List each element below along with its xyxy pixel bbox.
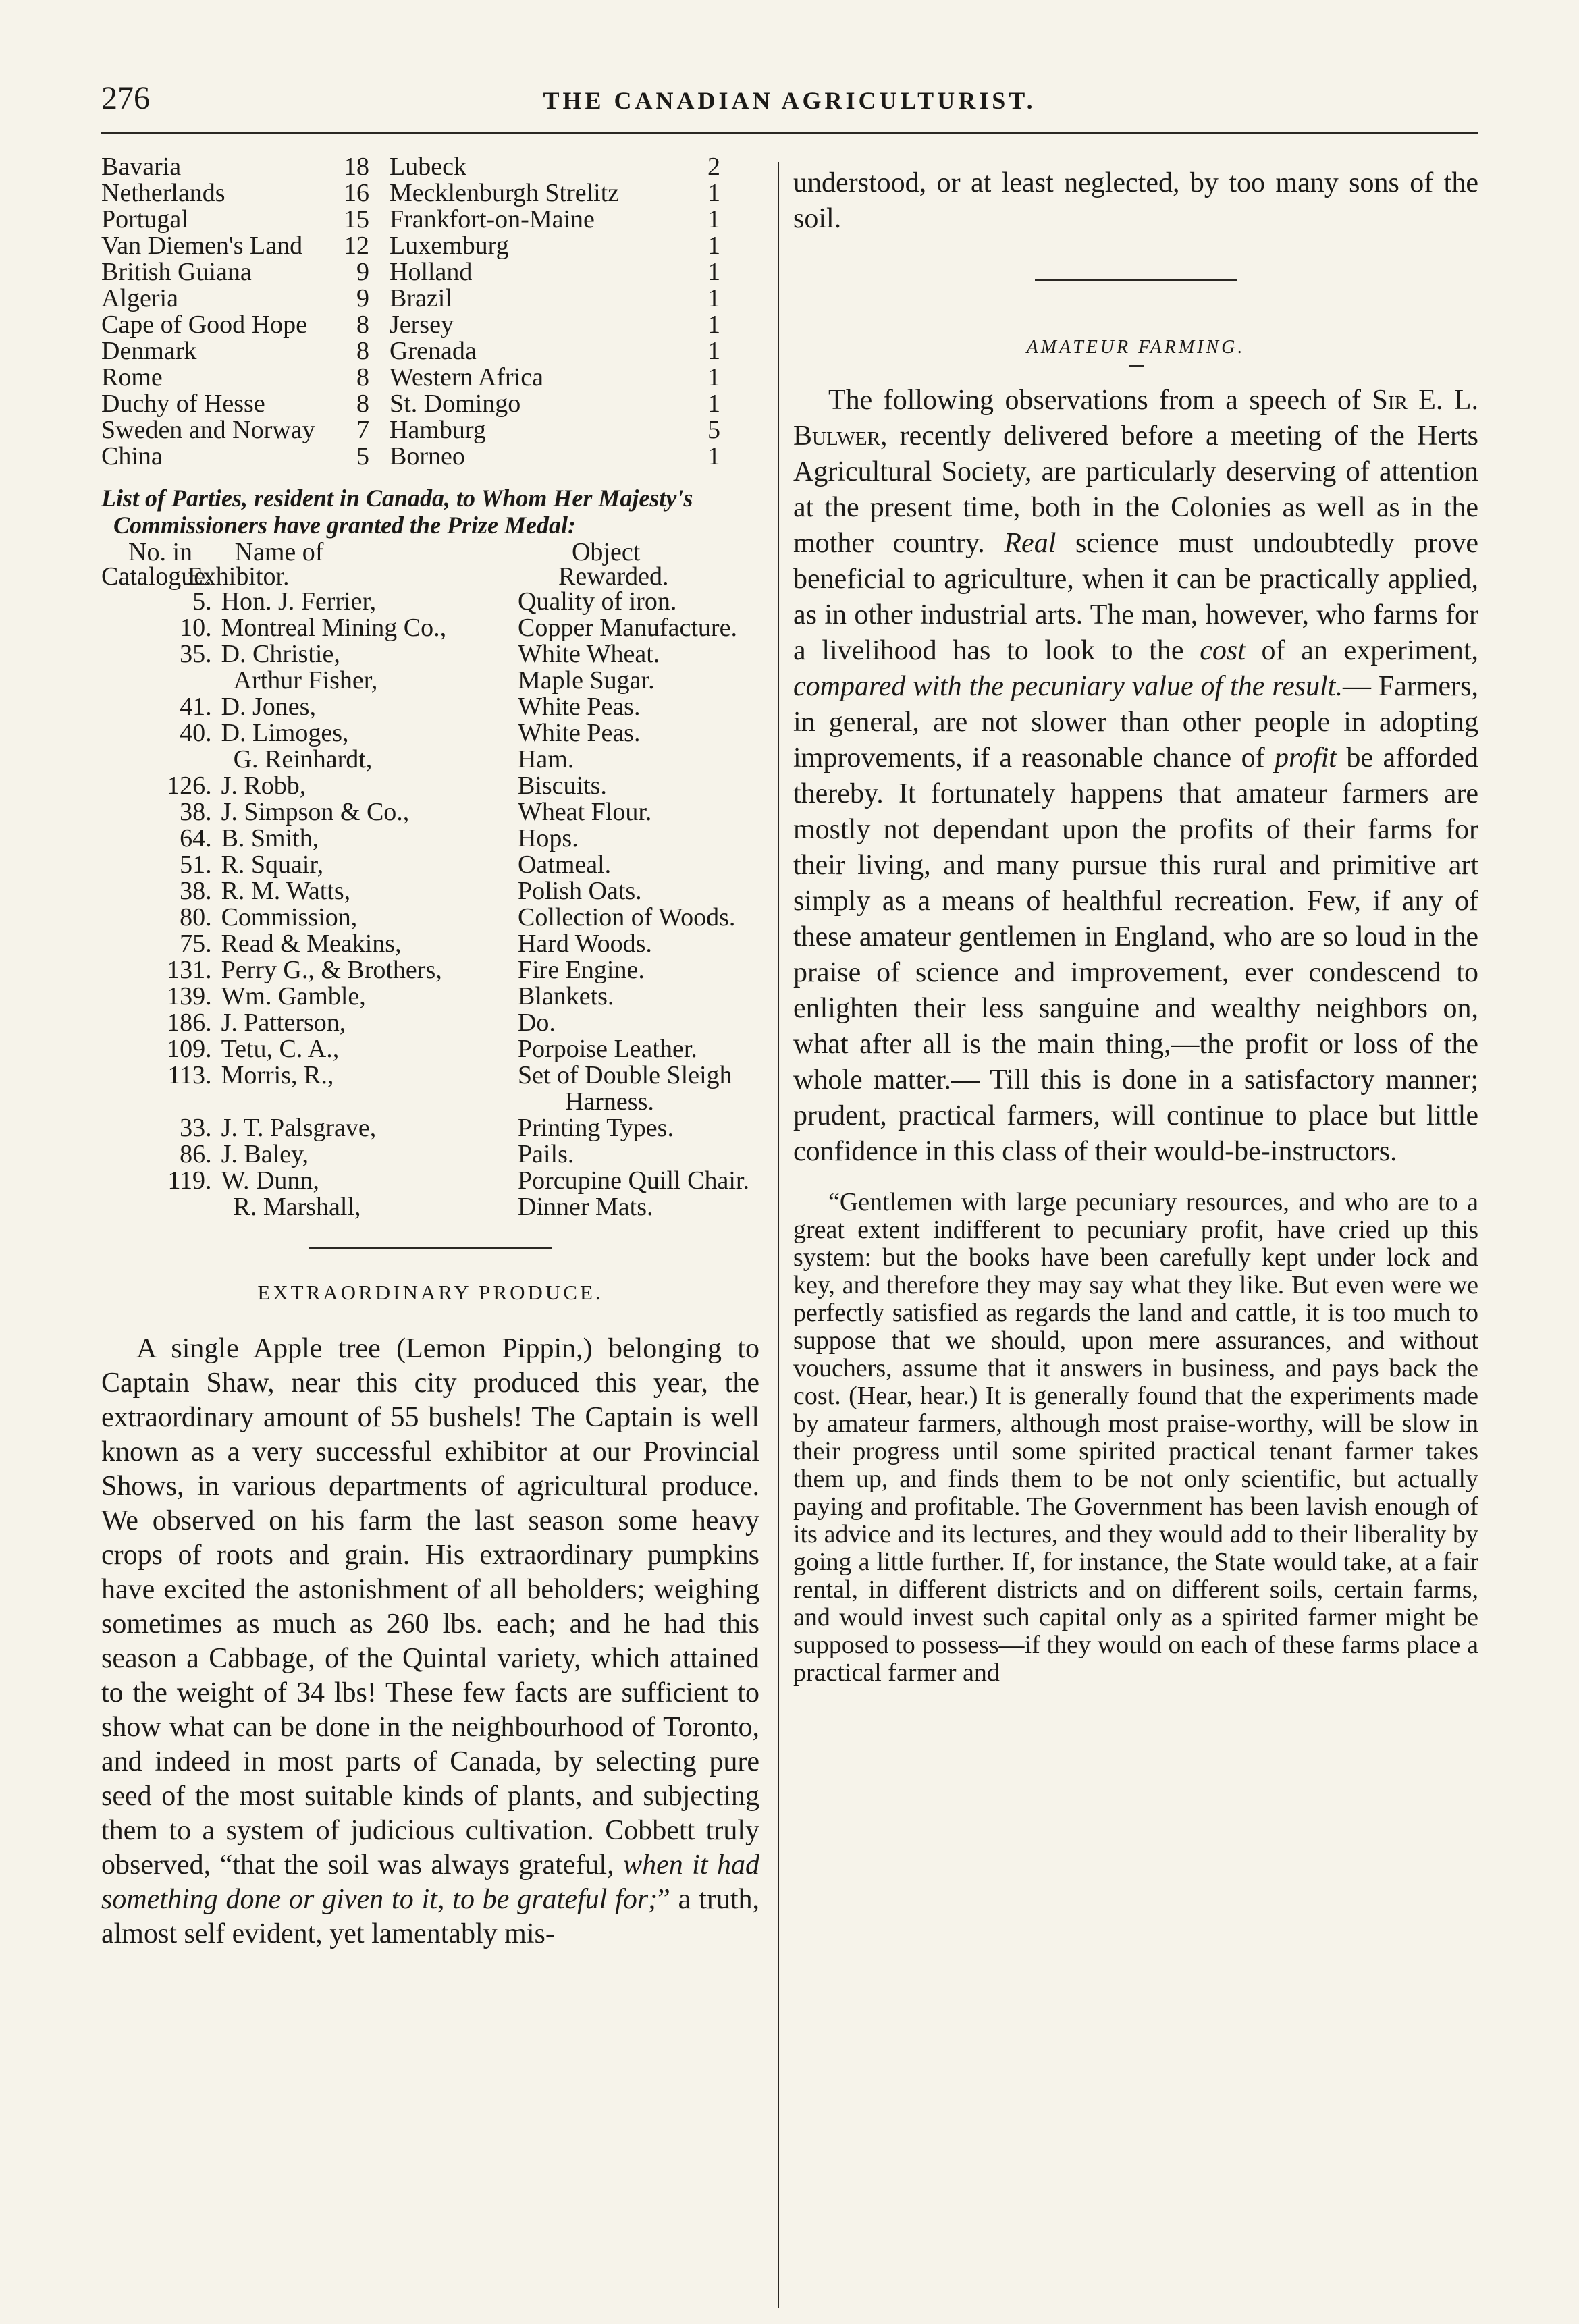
catalogue-number: 10. [180,614,212,642]
country-name: Sweden and Norway [101,416,315,444]
medal-row [101,1115,749,1141]
medal-count: 9 [356,284,369,313]
object-rewarded: Blankets. [517,982,614,1010]
medal-count: 7 [356,416,369,444]
medal-count: 5 [356,442,369,470]
object-rewarded: Maple Sugar. [517,666,655,695]
amateur-farming-paragraph [793,383,1478,1170]
medal-count: 1 [707,258,720,286]
medal-count: 16 [344,179,369,207]
exhibitor-name: Hon. J. Ferrier, [221,587,377,616]
exhibitor-name: Perry G., & Brothers, [221,956,442,984]
catalogue-number: 41. [180,693,212,721]
exhibitor-name: Tetu, C. A., [221,1035,340,1063]
medal-count: 5 [707,416,720,444]
object-rewarded: Ham. [517,745,574,774]
cobbett-quote: when it had something done or given to it, to be grateful for; [101,1849,759,1915]
country-name: Jersey [390,310,454,339]
country-name: Mecklenburgh Strelitz [390,179,620,207]
medal-count: 1 [707,442,720,470]
extraordinary-produce-title: EXTRAORDINARY PRODUCE. [257,1280,604,1304]
medal-row [101,1010,749,1036]
medal-row [101,773,749,799]
medal-row [101,983,749,1010]
medal-row [101,641,749,668]
object-rewarded: Collection of Woods. [517,903,736,931]
catalogue-number [101,1089,221,1115]
exhibitor-name: Read & Meakins, [221,929,402,958]
medal-row [101,747,749,773]
exhibitor-name: J. Simpson & Co., [221,798,410,826]
country-name: Netherlands [101,179,225,207]
exhibitor-name: D. Limoges, [221,719,349,747]
catalogue-number: 86. [180,1140,212,1168]
medal-row [101,720,749,747]
produce-text-a: A single Apple tree (Lemon Pippin,) belonging to Captain Shaw, near this city produced this year, the extraordinary amount of 55 bushels! The Captain is well known as a very successful exhibitor at our Provincial Shows, in various departments of agricultural produce. We observed on his farm the last season some heavy crops of roots and grain. His extraordinary pumpkins have excited the astonishment of all beholders; weighing sometimes as much as 260 lbs. each; and he had this season a Cabbage, of the Quintal variety, which attained to the weight of 34 lbs! These few facts are sufficient to show what can be done in the neighbourhood of Toronto, and indeed in most parts of Canada, by selecting pure seed of the most suitable kinds of plants, and subjecting them to a system of judicious cultivation. Cobbett truly observed, “that the soil was always grateful, [101,1333,759,1881]
bulwer-quote-paragraph: “Gentlemen with large pecuniary resources, and who are to a great extent indifferent to pecuniary profit, have cried up this system: but the books have been carefully kept under lock and key, and therefore they may say what they like. But even were we perfectly satisfied as regards the land and cattle, it is too much to suppose that we should, upon mere assurances, and without vouchers, assume that it answers in business, and pays back the cost. (Hear, hear.) It is generally found that the experiments made by amateur farmers, although most praise-worthy, will be slow in their progress until some spirited practical tenant farmer takes them up, and finds them to be not only scientific, but actually paying and profitable. The Government has been lavish enough of its advice and its lectures, and they would add to their liberality by going a little further. If, for instance, the State would take, at a fair rental, in different districts and on different soils, certain farms, and would invest such capital only as a spirited farmer might be supposed to possess—if they would on each of these farms place a practical farmer and [793,1188,1478,1687]
medal-count: 9 [356,258,369,286]
medal-count: 2 [707,153,720,181]
amateur-text-e: — Farmers, in general, are not slower than other people in adopting improvements, if a reasonable chance of [793,671,1478,774]
catalogue-number: 64. [180,824,212,853]
medal-row [101,799,749,826]
country-name: Grenada [390,337,477,365]
country-name: Lubeck [390,153,466,181]
exhibitor-name: J. Patterson, [221,1008,346,1037]
object-rewarded: Quality of iron. [517,587,677,616]
catalogue-number: 40. [180,719,212,747]
medal-row [101,957,749,983]
catalogue-number [101,1194,221,1220]
emphasis-real: Real [1004,528,1056,559]
prize-count-row [101,207,720,233]
medal-table [101,540,749,1220]
medal-count: 1 [707,232,720,260]
prize-count-row [101,312,720,338]
object-rewarded: Porcupine Quill Chair. [517,1166,749,1195]
object-rewarded: Oatmeal. [517,850,612,879]
speaker-name: Sir E. L. Bulwer, [793,385,1478,452]
catalogue-number: 139. [167,982,212,1010]
col-header-no-2: Catalogue. [101,562,212,591]
prize-count-row [101,259,720,286]
country-name: British Guiana [101,258,252,286]
prize-count-row [101,391,720,417]
object-rewarded: Hops. [517,824,579,853]
exhibitor-name: D. Jones, [221,693,316,721]
medal-count: 1 [707,284,720,313]
country-name: Duchy of Hesse [101,389,265,418]
medal-row [101,1089,749,1115]
exhibitor-name: Wm. Gamble, [221,982,366,1010]
catalogue-number: 33. [180,1114,212,1142]
catalogue-number: 51. [180,850,212,879]
col-header-object-2: Rewarded. [558,562,669,591]
exhibitor-name [221,1089,518,1115]
catalogue-number: 119. [167,1166,212,1195]
country-name: Rome [101,363,163,391]
medal-row [101,1036,749,1062]
object-rewarded: Set of Double Sleigh [517,1061,732,1089]
country-name: Luxemburg [390,232,509,260]
object-rewarded: White Wheat. [517,640,660,668]
amateur-farming-body [793,383,1478,1170]
country-name: Bavaria [101,153,182,181]
medal-row [101,904,749,931]
country-name: Cape of Good Hope [101,310,307,339]
catalogue-number: 186. [167,1008,212,1037]
running-title: THE CANADIAN AGRICULTURIST. [543,87,1036,114]
medal-count: 15 [344,205,369,234]
col-header-object [518,540,749,589]
country-name: Western Africa [390,363,543,391]
country-name: Frankfort-on-Maine [390,205,595,234]
catalogue-number [101,747,221,773]
object-rewarded: Do. [517,1008,556,1037]
medal-count: 8 [356,310,369,339]
country-name: Van Diemen's Land [101,232,303,260]
medal-row [101,878,749,904]
medal-row [101,668,749,694]
header-rule [101,132,1478,134]
exhibitor-name: R. Squair, [221,850,324,879]
medal-count: 8 [356,389,369,418]
medal-row [101,1194,749,1220]
catalogue-number: 113. [167,1061,212,1089]
object-rewarded: Hard Woods. [517,929,652,958]
emphasis-cost: cost [1200,635,1246,666]
exhibitor-name: B. Smith, [221,824,319,853]
object-rewarded: Fire Engine. [517,956,645,984]
col-header-no-1: No. in [128,538,192,566]
col-header-object-1: Object [571,538,641,566]
country-name: China [101,442,163,470]
object-rewarded: Polish Oats. [517,877,642,905]
exhibitor-name: J. T. Palsgrave, [221,1114,377,1142]
object-rewarded: White Peas. [517,693,641,721]
object-rewarded: Pails. [517,1140,574,1168]
exhibitor-name: Commission, [221,903,358,931]
amateur-farming-title: AMATEUR FARMING. [1026,337,1246,358]
medal-count: 12 [344,232,369,260]
title-dash [1129,365,1144,367]
object-rewarded: White Peas. [517,719,641,747]
medal-row [101,615,749,641]
medal-count: 18 [344,153,369,181]
section-rule [309,1247,552,1249]
section-rule-right [1035,279,1237,281]
exhibitor-name: W. Dunn, [221,1166,319,1195]
medal-count: 1 [707,205,720,234]
medal-list-heading: List of Parties, resident in Canada, to Whom Her Majesty's Commissioners have granted the Prize Medal: [101,485,693,539]
object-rewarded: Copper Manufacture. [517,614,737,642]
col-header-name [187,538,518,591]
amateur-text-f: be afforded thereby. It fortunately happens that amateur farmers are mostly not dependant upon the profits of their farms for their living, and many pursue this rural and primitive art simply as a means of healthful recreation. Few, if any of these amateur gentlemen in England, who are so loud in the praise of science and improvement, ever condescend to enlighten their less sanguine and wealthy neighbors on, what after all is the main thing,—the profit or loss of the whole matter.— Till this is done in a satisfactory manner; prudent, practical farmers, will continue to place but little confidence in this class of their would-be-instructors. [793,742,1478,1167]
amateur-text-d: of an experiment, [1245,635,1478,666]
amateur-text-c: science must undoubtedly prove beneficial to agriculture, when it can be practically applied, as in other industrial arts. The man, however, who farms for a livelihood has to look to the [793,528,1478,666]
medal-count: 1 [707,310,720,339]
left-column [101,154,759,1951]
prize-count-row [101,154,720,180]
emphasis-compared: compared with the pecuniary value of the result. [793,671,1343,702]
medal-row [101,1168,749,1194]
exhibitor-name: R. M. Watts, [221,877,351,905]
medal-count: 1 [707,363,720,391]
exhibitor-name: Morris, R., [221,1061,334,1089]
exhibitor-name: G. Reinhardt, [233,745,373,774]
produce-text-b: ” a truth, almost self evident, yet lamentably mis- [101,1884,760,1949]
catalogue-number: 80. [180,903,212,931]
prize-count-row [101,180,720,207]
object-rewarded: Wheat Flour. [517,798,652,826]
prize-count-row [101,338,720,364]
object-rewarded: Biscuits. [517,772,607,800]
object-rewarded: Printing Types. [517,1114,674,1142]
medal-row [101,826,749,852]
prize-count-row [101,443,720,470]
country-name: Brazil [390,284,452,313]
catalogue-number: 38. [180,877,212,905]
medal-row [101,694,749,720]
page-number: 276 [101,80,150,116]
bulwer-quote [793,1189,1478,1687]
continuation-paragraph: understood, or at least neglected, by too many sons of the soil. [793,167,1478,234]
catalogue-number: 126. [167,772,212,800]
medal-table-header [101,540,749,589]
extraordinary-produce-paragraph [101,1332,759,1951]
country-name: Holland [390,258,473,286]
exhibitor-name: Arthur Fisher, [233,666,378,695]
exhibitor-name: R. Marshall, [233,1193,361,1221]
country-name: Portugal [101,205,188,234]
amateur-text-a: The following observations from a speech of [828,385,1372,416]
continuation-text [793,165,1478,237]
amateur-text-b: recently delivered before a meeting of the Herts Agricultural Society, are particularly deserving of attention at the present time, both in the Colonies as well as in the mother country. [793,421,1478,559]
country-name: Hamburg [390,416,486,444]
medal-count: 8 [356,363,369,391]
country-name: Algeria [101,284,178,313]
exhibitor-name: J. Robb, [221,772,306,800]
prize-count-table [101,154,720,470]
medal-row [101,1062,749,1089]
prize-count-row [101,233,720,259]
prize-count-row [101,286,720,312]
exhibitor-name: Montreal Mining Co., [221,614,447,642]
object-rewarded: Harness. [564,1087,654,1116]
country-name: St. Domingo [390,389,521,418]
emphasis-profit: profit [1275,742,1337,774]
medal-row [101,931,749,957]
exhibitor-name: J. Baley, [221,1140,309,1168]
catalogue-number: 35. [180,640,212,668]
medal-count: 1 [707,179,720,207]
catalogue-number: 38. [180,798,212,826]
country-name: Borneo [390,442,465,470]
medal-count: 8 [356,337,369,365]
col-header-name-1: Name of [234,538,324,566]
object-rewarded: Dinner Mats. [517,1193,653,1221]
medal-count: 1 [707,337,720,365]
medal-row [101,1141,749,1168]
medal-row [101,852,749,878]
catalogue-number: 131. [167,956,212,984]
catalogue-number: 109. [167,1035,212,1063]
catalogue-number [101,668,221,694]
extraordinary-produce-body [101,1332,759,1951]
country-name: Denmark [101,337,197,365]
right-column [793,165,1478,1687]
medal-row [101,589,749,615]
prize-count-row [101,364,720,391]
column-divider [778,162,779,2308]
catalogue-number: 5. [192,587,212,616]
prize-count-row [101,417,720,443]
exhibitor-name: D. Christie, [221,640,340,668]
object-rewarded: Porpoise Leather. [517,1035,697,1063]
catalogue-number: 75. [180,929,212,958]
medal-count: 1 [707,389,720,418]
col-header-name-2: Exhibitor. [187,562,290,591]
